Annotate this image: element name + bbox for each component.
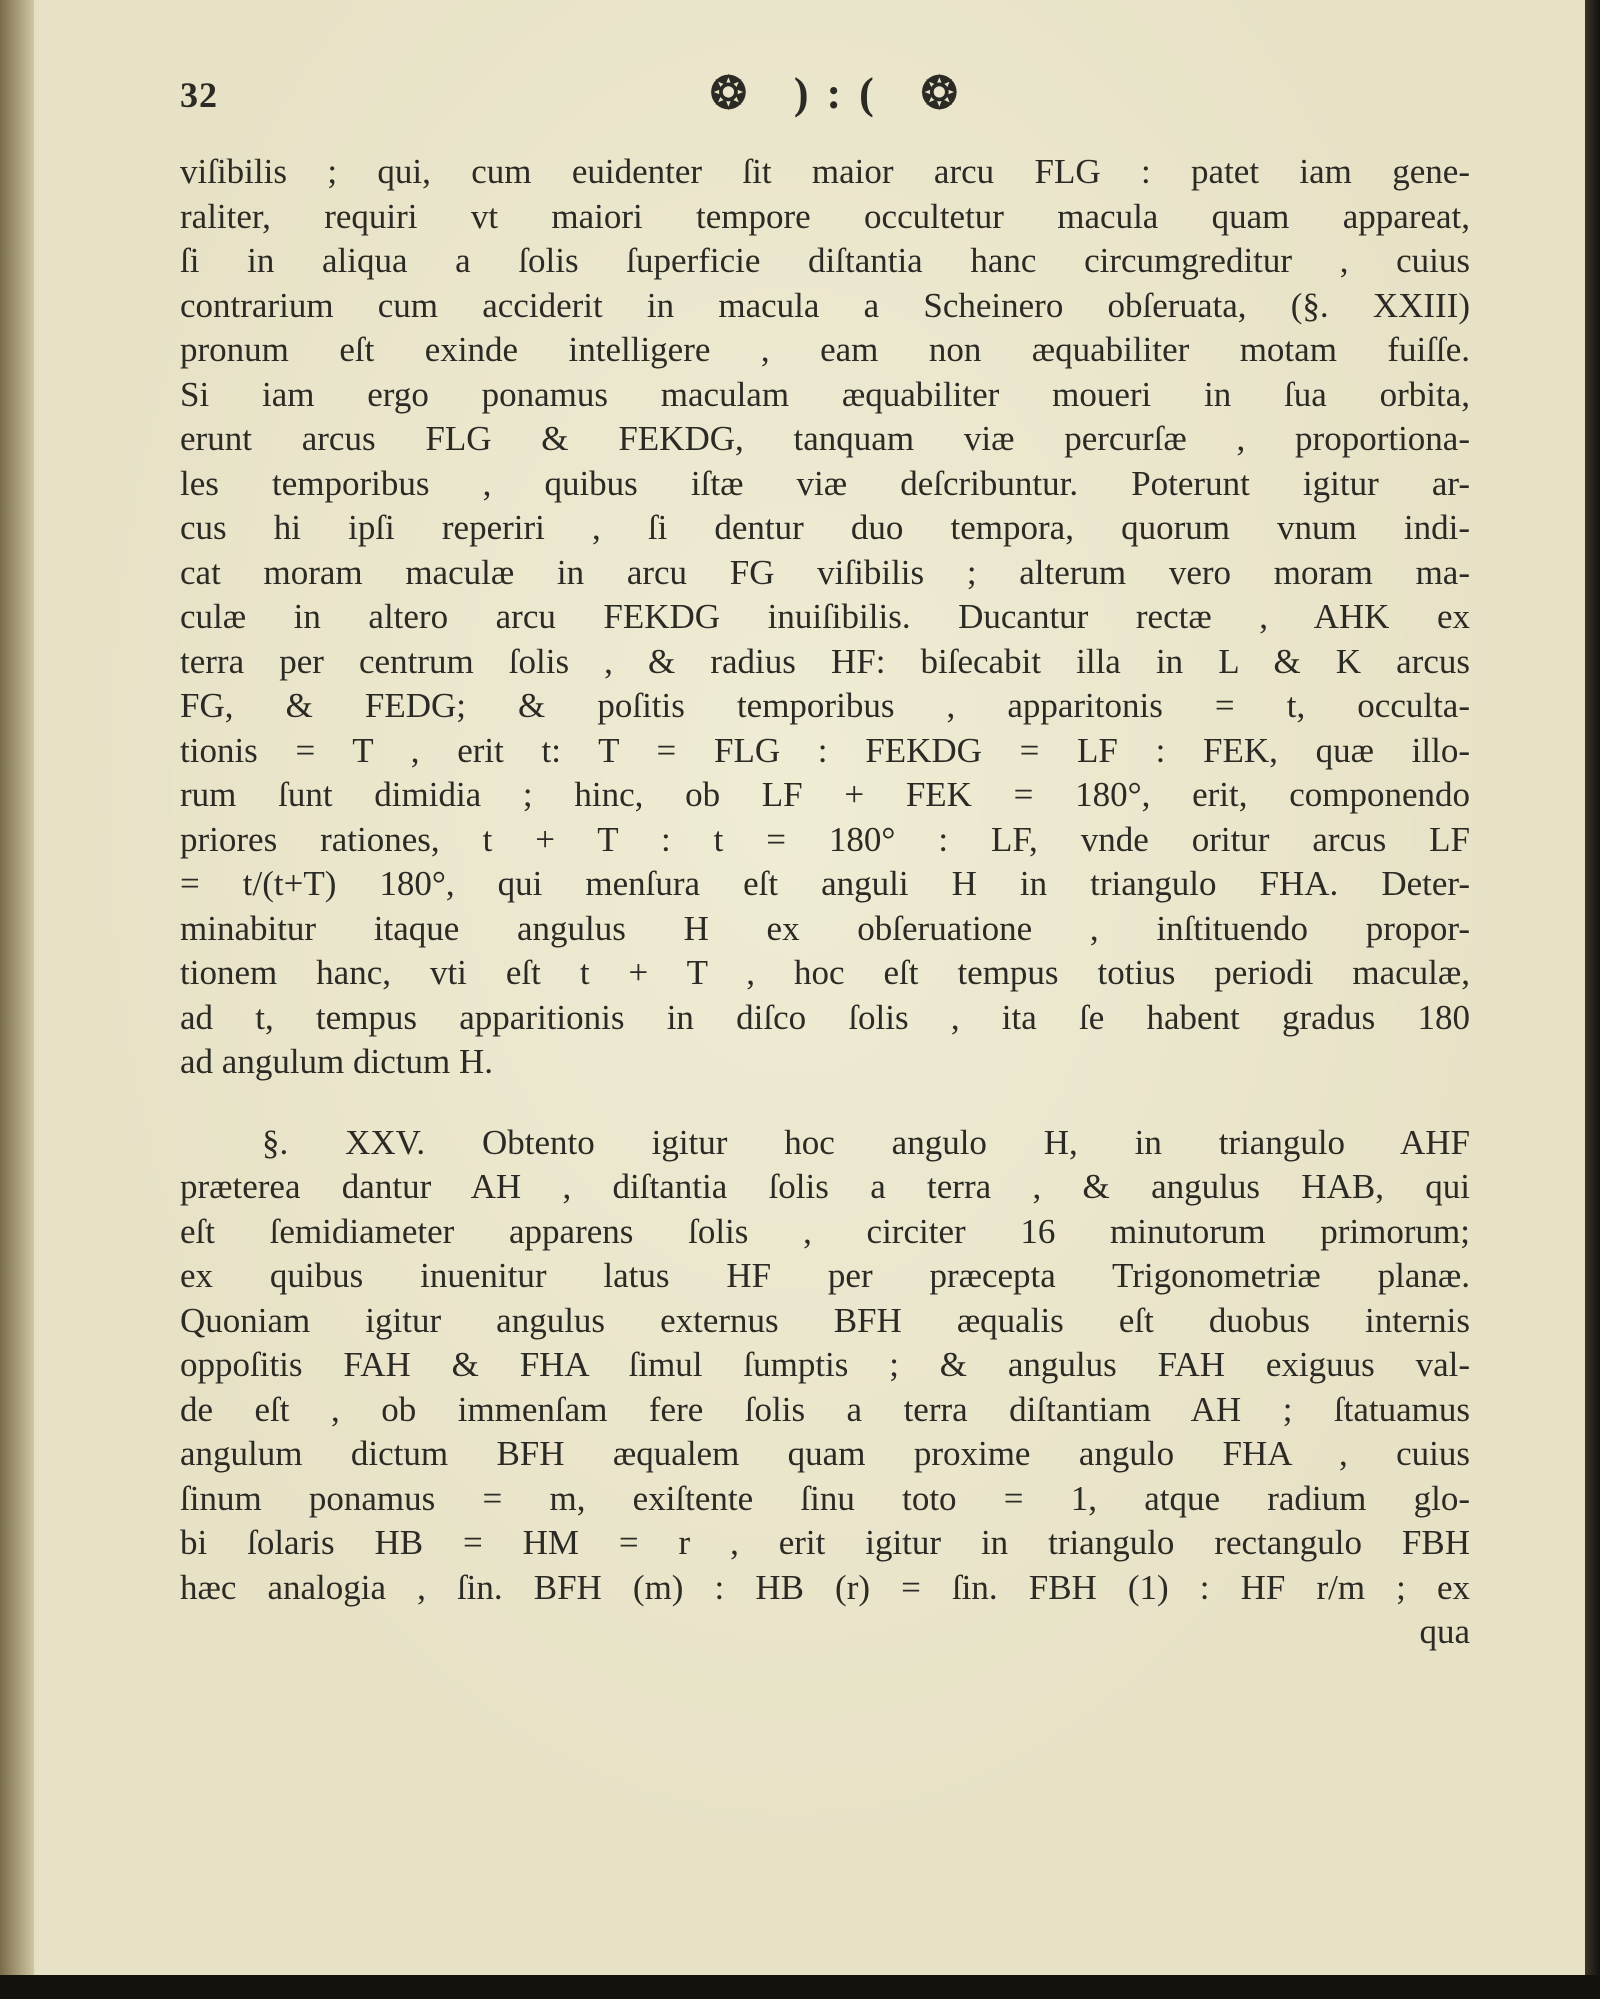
text-line: cus hi ipſi reperiri , ſi dentur duo tempora, quorum vnum indi- (180, 508, 1470, 547)
text-line: Quoniam igitur angulus externus BFH æqualis eſt duobus internis (180, 1300, 1470, 1340)
text-line: angulum dictum BFH æqualem quam proxime angulo FHA , cuius (180, 1434, 1470, 1473)
text-line: cat moram maculæ in arcu FG viſibilis ; alterum vero moram ma- (180, 552, 1470, 592)
text-line: pronum eſt exinde intelligere , eam non æquabiliter motam fuiſſe. (180, 330, 1470, 369)
running-head (180, 68, 1470, 128)
text-line: ſinum ponamus = m, exiſtente ſinu toto = 1, atque radium glo- (180, 1478, 1470, 1518)
text-line: erunt arcus FLG & FEKDG, tanquam viæ percurſæ , proportiona- (180, 419, 1470, 458)
text-line: culæ in altero arcu FEKDG inuiſibilis. Ducantur rectæ , AHK ex (180, 597, 1470, 636)
text-line: Si iam ergo ponamus maculam æquabiliter moueri in ſua orbita, (180, 374, 1470, 414)
text-line: minabitur itaque angulus H ex obſeruatione , inſtituendo propor- (180, 908, 1470, 948)
text-line: contrarium cum acciderit in macula a Scheinero obſeruata, (§. XXIII) (180, 285, 1470, 325)
text-line: rum ſunt dimidia ; hinc, ob LF + FEK = 180°, erit, componendo (180, 775, 1470, 814)
text-line: = t/(t+T) 180°, qui menſura eſt anguli H in triangulo FHA. Deter- (180, 864, 1470, 903)
text-line: ad angulum dictum H. (180, 1042, 494, 1081)
text-line: priores rationes, t + T : t = 180° : LF, vnde oritur arcus LF (180, 819, 1470, 859)
text-line: eſt ſemidiameter apparens ſolis , circiter 16 minutorum primorum; (180, 1211, 1470, 1251)
paragraph-1 (180, 150, 1470, 1085)
text-line: les temporibus , quibus iſtæ viæ deſcribuntur. Poterunt igitur ar- (180, 463, 1470, 503)
text-line: tionem hanc, vti eſt t + T , hoc eſt tempus totius periodi maculæ, (180, 953, 1470, 992)
text-line: ſi in aliqua a ſolis ſuperficie diſtantia hanc circumgreditur , cuius (180, 241, 1470, 280)
text-line: §. XXV. Obtento igitur hoc angulo H, in triangulo AHF (262, 1122, 1470, 1162)
text-line: tionis = T , erit t: T = FLG : FEKDG = LF : FEK, quæ illo- (180, 730, 1470, 770)
text-line: ex quibus inuenitur latus HF per præcepta Trigonometriæ planæ. (180, 1256, 1470, 1295)
text-line: terra per centrum ſolis , & radius HF: biſecabit illa in L & K arcus (180, 641, 1470, 681)
text-line: oppoſitis FAH & FHA ſimul ſumptis ; & angulus FAH exiguus val- (180, 1345, 1470, 1384)
page-gutter-shadow (0, 0, 34, 1975)
right-background-edge (1585, 0, 1600, 1999)
bottom-background-edge (0, 1975, 1600, 1999)
printers-ornament: ❂ ):( ❂ (710, 69, 976, 118)
text-line: bi ſolaris HB = HM = r , erit igitur in triangulo rectangulo FBH (180, 1523, 1470, 1562)
text-line: raliter, requiri vt maiori tempore occultetur macula quam appareat, (180, 196, 1470, 236)
text-line: hæc analogia , ſin. BFH (m) : HB (r) = ſin. FBH (1) : HF r/m ; ex (180, 1567, 1470, 1607)
text-line: de eſt , ob immenſam fere ſolis a terra diſtantiam AH ; ſtatuamus (180, 1389, 1470, 1429)
text-line: ad t, tempus apparitionis in diſco ſolis , ita ſe habent gradus 180 (180, 997, 1470, 1037)
text-line: FG, & FEDG; & poſitis temporibus , apparitonis = t, occulta- (180, 686, 1470, 725)
paragraph-spacer (180, 1085, 1470, 1121)
text-line: viſibilis ; qui, cum euidenter ſit maior arcu FLG : patet iam gene- (180, 152, 1470, 191)
page-number: 32 (180, 75, 218, 115)
paragraph-2-section-xxv (180, 1121, 1470, 1611)
catchword: qua (1419, 1612, 1470, 1651)
body-text (180, 150, 1470, 1655)
text-line: præterea dantur AH , diſtantia ſolis a terra , & angulus HAB, qui (180, 1167, 1470, 1206)
